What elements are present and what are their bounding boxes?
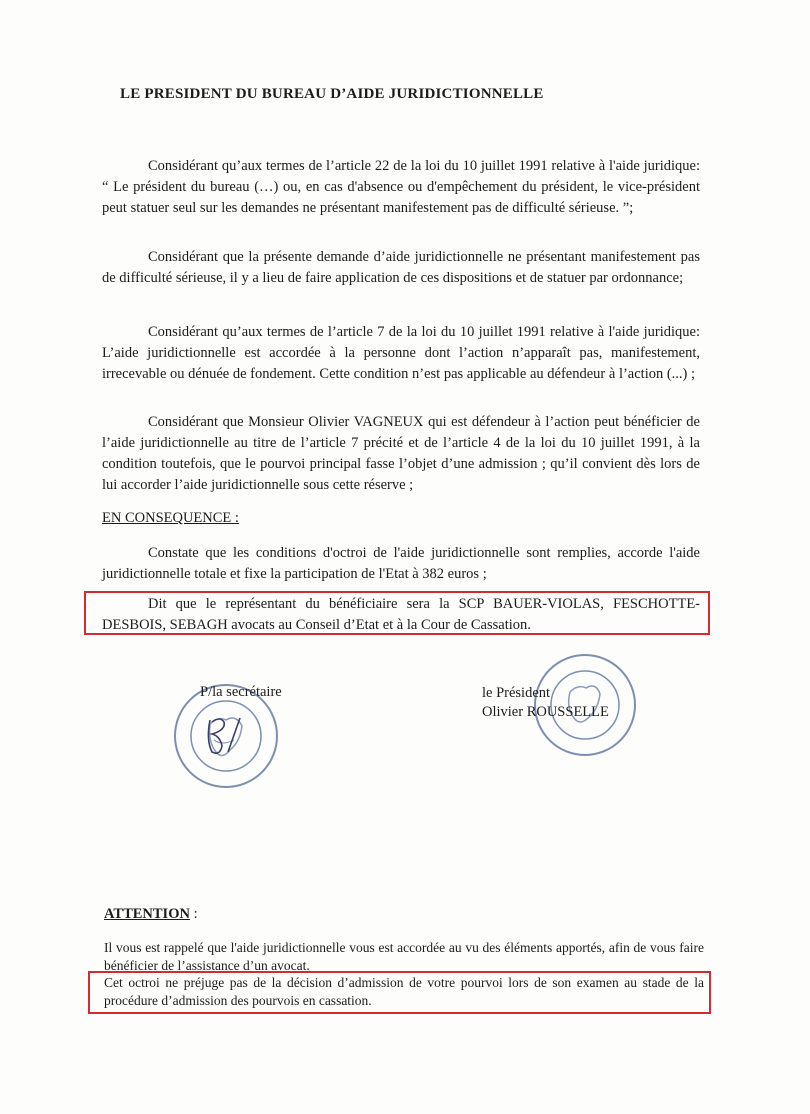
document-heading: LE PRESIDENT DU BUREAU D’AIDE JURIDICTIONNELLE: [120, 86, 544, 102]
paragraph-vagneux: Considérant que Monsieur Olivier VAGNEUX qui est défendeur à l’action peut bénéficier de l’aide juridictionnelle au titre de l’article 7 précité et de l’article 4 de la loi du 10 juillet 1991, à la condition toutefois, que le pourvoi principal fasse l’objet d’une admission ; qu’il convient dès lors de lui accorder l’aide juridictionnelle sous cette réserve ;: [102, 414, 700, 493]
attention-text-assistance: Il vous est rappelé que l'aide juridictionnelle vous est accordée au vu des éléments apportés, afin de vous faire bénéficier de l’assistance d’un avocat.: [104, 940, 704, 973]
president-signature-block: [482, 684, 609, 722]
president-name: Olivier ROUSSELLE: [482, 704, 609, 720]
secretary-signature: [200, 712, 250, 760]
president-title: le Président: [482, 685, 551, 701]
decision-aid-granted: Constate que les conditions d'octroi de l'aide juridictionnelle sont remplies, accorde l'aide juridictionnelle totale et fixe la participation de l'Etat à 382 euros ;: [102, 545, 700, 582]
secretary-label: P/la secrétaire: [200, 684, 282, 700]
attention-heading: [104, 906, 198, 923]
decision-representative: Dit que le représentant du bénéficiaire sera la SCP BAUER-VIOLAS, FESCHOTTE-DESBOIS, SEBAGH avocats au Conseil d’Etat et à la Cour de Cassation.: [102, 596, 700, 633]
attention-text-admission: Cet octroi ne préjuge pas de la décision d’admission de votre pourvoi lors de son examen au stade de la procédure d’admission des pourvois en cassation.: [104, 975, 704, 1008]
attention-label: ATTENTION: [104, 906, 190, 922]
paragraph-article-22: Considérant qu’aux termes de l’article 22 de la loi du 10 juillet 1991 relative à l'aide juridique: “ Le président du bureau (…) ou, en cas d'absence ou d'empêchement du président, le vice-président peut statuer seul sur les demandes ne présentant manifestement pas de difficulté sérieuse. ”;: [102, 158, 700, 216]
consequence-heading: EN CONSEQUENCE :: [102, 510, 239, 526]
paragraph-article-7: Considérant qu’aux termes de l’article 7 de la loi du 10 juillet 1991 relative à l'aide juridique: L’aide juridictionnelle est accordée à la personne dont l’action n’apparaît pas, manifestement, irrecevable ou dénuée de fondement. Cette condition n’est pas applicable au défendeur à l’action (...) ;: [102, 324, 700, 382]
paragraph-ordonnance: Considérant que la présente demande d’aide juridictionnelle ne présentant manifestement pas de difficulté sérieuse, il y a lieu de faire application de ces dispositions et de statuer par ordonnance;: [102, 249, 700, 286]
attention-colon: :: [189, 906, 198, 922]
